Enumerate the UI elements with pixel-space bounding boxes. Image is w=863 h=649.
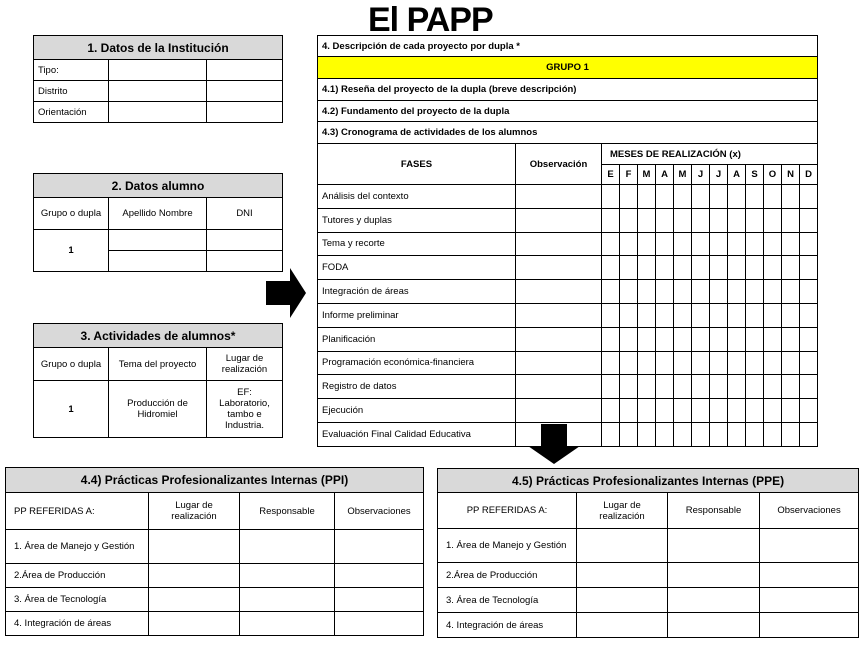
month-cell[interactable]: [782, 256, 800, 280]
month-cell[interactable]: [800, 375, 818, 399]
month-cell[interactable]: [620, 422, 638, 446]
month-cell[interactable]: [764, 399, 782, 423]
month-cell[interactable]: [764, 351, 782, 375]
month-cell[interactable]: [782, 399, 800, 423]
month-cell[interactable]: [602, 351, 620, 375]
month-cell[interactable]: [656, 303, 674, 327]
ppe-cell[interactable]: [760, 529, 859, 563]
month-cell[interactable]: [782, 232, 800, 256]
phase-row: [318, 303, 818, 327]
month-cell[interactable]: [638, 375, 656, 399]
month-header: J: [710, 165, 728, 185]
month-cell[interactable]: [710, 327, 728, 351]
month-cell[interactable]: [602, 280, 620, 304]
project-table: [317, 35, 818, 447]
phase-observacion-cell[interactable]: [516, 232, 602, 256]
ppi-row-label: 1. Área de Manejo y Gestión: [6, 530, 149, 564]
month-cell[interactable]: [674, 351, 692, 375]
month-cell[interactable]: [728, 185, 746, 209]
month-cell[interactable]: [710, 185, 728, 209]
month-cell[interactable]: [638, 399, 656, 423]
ppi-cell[interactable]: [149, 588, 240, 612]
month-cell[interactable]: [728, 208, 746, 232]
phase-label: Análisis del contexto: [318, 185, 516, 209]
ppe-cell[interactable]: [668, 529, 760, 563]
month-cell[interactable]: [746, 422, 764, 446]
month-header: M: [674, 165, 692, 185]
month-cell[interactable]: [800, 303, 818, 327]
month-cell[interactable]: [764, 232, 782, 256]
student-cell[interactable]: [109, 230, 207, 251]
month-cell[interactable]: [674, 185, 692, 209]
phase-observacion-cell[interactable]: [516, 256, 602, 280]
ppi-cell[interactable]: [335, 530, 424, 564]
phase-row: [318, 351, 818, 375]
month-cell[interactable]: [800, 351, 818, 375]
month-cell[interactable]: [656, 399, 674, 423]
month-cell[interactable]: [782, 351, 800, 375]
month-cell[interactable]: [728, 256, 746, 280]
phase-label: Ejecución: [318, 399, 516, 423]
ppe-col-observaciones: Observaciones: [760, 493, 859, 529]
ppi-cell[interactable]: [335, 612, 424, 636]
month-cell[interactable]: [674, 232, 692, 256]
month-cell[interactable]: [674, 422, 692, 446]
month-cell[interactable]: [620, 256, 638, 280]
month-cell[interactable]: [638, 185, 656, 209]
month-cell[interactable]: [692, 185, 710, 209]
ppe-cell[interactable]: [577, 563, 668, 588]
activities-col-group: Grupo o dupla: [34, 348, 109, 381]
institution-cell[interactable]: [109, 102, 207, 123]
institution-label-orientacion: Orientación: [34, 102, 109, 123]
month-cell[interactable]: [638, 422, 656, 446]
ppi-cell[interactable]: [335, 564, 424, 588]
month-cell[interactable]: [638, 303, 656, 327]
month-header: A: [656, 165, 674, 185]
ppi-cell[interactable]: [149, 530, 240, 564]
ppe-cell[interactable]: [668, 613, 760, 638]
month-cell[interactable]: [746, 303, 764, 327]
month-cell[interactable]: [638, 327, 656, 351]
student-col-name: Apellido Nombre: [109, 198, 207, 230]
month-cell[interactable]: [638, 280, 656, 304]
month-cell[interactable]: [710, 422, 728, 446]
student-group-number: 1: [34, 230, 109, 272]
month-cell[interactable]: [728, 303, 746, 327]
month-cell[interactable]: [764, 280, 782, 304]
month-cell[interactable]: [674, 256, 692, 280]
month-cell[interactable]: [602, 422, 620, 446]
ppi-col-responsable: Responsable: [240, 493, 335, 530]
month-cell[interactable]: [728, 232, 746, 256]
ppe-row-label: 4. Integración de áreas: [438, 613, 577, 638]
phase-label: Evaluación Final Calidad Educativa: [318, 422, 516, 446]
month-cell[interactable]: [800, 185, 818, 209]
ppi-cell[interactable]: [149, 612, 240, 636]
month-header: F: [620, 165, 638, 185]
project-heading: 4. Descripción de cada proyecto por dupla *: [318, 36, 818, 57]
month-cell[interactable]: [620, 185, 638, 209]
ppe-table: [437, 468, 859, 638]
activities-col-lugar: Lugar de realización: [207, 348, 283, 381]
month-cell[interactable]: [602, 327, 620, 351]
ppi-cell[interactable]: [240, 564, 335, 588]
month-cell[interactable]: [602, 399, 620, 423]
month-cell[interactable]: [728, 327, 746, 351]
activities-tema: Producción de Hidromiel: [109, 381, 207, 438]
phase-row: [318, 327, 818, 351]
month-cell[interactable]: [602, 375, 620, 399]
month-cell[interactable]: [620, 327, 638, 351]
month-cell[interactable]: [710, 351, 728, 375]
ppi-col-observaciones: Observaciones: [335, 493, 424, 530]
institution-cell[interactable]: [207, 60, 283, 81]
ppe-col-responsable: Responsable: [668, 493, 760, 529]
month-cell[interactable]: [656, 351, 674, 375]
month-cell[interactable]: [746, 280, 764, 304]
ppi-cell[interactable]: [240, 612, 335, 636]
month-cell[interactable]: [656, 185, 674, 209]
phase-observacion-cell[interactable]: [516, 375, 602, 399]
student-cell[interactable]: [207, 230, 283, 251]
month-cell[interactable]: [782, 422, 800, 446]
month-cell[interactable]: [656, 327, 674, 351]
arrow-right-icon: [266, 268, 306, 318]
ppe-cell[interactable]: [760, 613, 859, 638]
activities-heading: 3. Actividades de alumnos*: [34, 324, 283, 348]
ppi-col-referidas: PP REFERIDAS A:: [6, 493, 149, 530]
month-cell[interactable]: [674, 399, 692, 423]
ppe-row-label: 2.Área de Producción: [438, 563, 577, 588]
phase-observacion-cell[interactable]: [516, 327, 602, 351]
month-cell[interactable]: [620, 375, 638, 399]
activities-col-tema: Tema del proyecto: [109, 348, 207, 381]
month-cell[interactable]: [782, 208, 800, 232]
month-cell[interactable]: [656, 256, 674, 280]
month-cell[interactable]: [746, 375, 764, 399]
month-cell[interactable]: [764, 256, 782, 280]
activities-lugar: EF: Laboratorio, tambo e Industria.: [207, 381, 283, 438]
ppi-cell[interactable]: [149, 564, 240, 588]
month-cell[interactable]: [800, 208, 818, 232]
month-cell[interactable]: [746, 351, 764, 375]
phase-row: [318, 208, 818, 232]
institution-cell[interactable]: [109, 81, 207, 102]
month-cell[interactable]: [800, 399, 818, 423]
month-cell[interactable]: [656, 280, 674, 304]
month-cell[interactable]: [710, 303, 728, 327]
month-cell[interactable]: [764, 303, 782, 327]
ppe-cell[interactable]: [577, 588, 668, 613]
ppe-cell[interactable]: [577, 529, 668, 563]
ppe-cell[interactable]: [577, 613, 668, 638]
month-cell[interactable]: [728, 280, 746, 304]
month-cell[interactable]: [728, 375, 746, 399]
month-cell[interactable]: [638, 256, 656, 280]
month-header: O: [764, 165, 782, 185]
month-cell[interactable]: [692, 422, 710, 446]
month-cell[interactable]: [656, 232, 674, 256]
month-cell[interactable]: [602, 303, 620, 327]
month-header: D: [800, 165, 818, 185]
month-cell[interactable]: [692, 399, 710, 423]
student-heading: 2. Datos alumno: [34, 174, 283, 198]
institution-label-distrito: Distrito: [34, 81, 109, 102]
month-cell[interactable]: [728, 351, 746, 375]
phase-observacion-cell[interactable]: [516, 399, 602, 423]
month-cell[interactable]: [656, 375, 674, 399]
group-banner: GRUPO 1: [318, 57, 818, 79]
ppe-col-lugar: Lugar de realización: [577, 493, 668, 529]
phase-label: Planificación: [318, 327, 516, 351]
phase-row: [318, 280, 818, 304]
month-cell[interactable]: [800, 280, 818, 304]
section-fundamento: 4.2) Fundamento del proyecto de la dupla: [318, 101, 818, 122]
month-cell[interactable]: [728, 399, 746, 423]
month-cell[interactable]: [692, 375, 710, 399]
month-cell[interactable]: [692, 208, 710, 232]
month-header: M: [638, 165, 656, 185]
month-cell[interactable]: [620, 303, 638, 327]
section-resena: 4.1) Reseña del proyecto de la dupla (breve descripción): [318, 79, 818, 101]
month-cell[interactable]: [656, 208, 674, 232]
month-header: A: [728, 165, 746, 185]
institution-table: [33, 35, 283, 123]
ppe-row-label: 1. Área de Manejo y Gestión: [438, 529, 577, 563]
activities-group-number: 1: [34, 381, 109, 438]
month-header: E: [602, 165, 620, 185]
month-cell[interactable]: [746, 208, 764, 232]
phase-observacion-cell[interactable]: [516, 303, 602, 327]
month-cell[interactable]: [764, 208, 782, 232]
month-cell[interactable]: [710, 256, 728, 280]
ppi-heading: 4.4) Prácticas Profesionalizantes Internas (PPI): [6, 468, 424, 493]
activities-table: [33, 323, 283, 438]
month-cell[interactable]: [638, 208, 656, 232]
month-cell[interactable]: [746, 399, 764, 423]
month-cell[interactable]: [620, 232, 638, 256]
ppi-cell[interactable]: [240, 530, 335, 564]
ppi-row-label: 4. Integración de áreas: [6, 612, 149, 636]
month-cell[interactable]: [692, 280, 710, 304]
month-cell[interactable]: [674, 327, 692, 351]
ppi-row-label: 2.Área de Producción: [6, 564, 149, 588]
month-cell[interactable]: [602, 208, 620, 232]
student-table: [33, 173, 283, 272]
month-cell[interactable]: [692, 351, 710, 375]
phase-observacion-cell[interactable]: [516, 208, 602, 232]
month-cell[interactable]: [620, 399, 638, 423]
institution-cell[interactable]: [207, 81, 283, 102]
month-cell[interactable]: [764, 185, 782, 209]
month-cell[interactable]: [800, 422, 818, 446]
month-cell[interactable]: [602, 256, 620, 280]
col-observacion: Observación: [516, 144, 602, 185]
month-cell[interactable]: [782, 185, 800, 209]
month-cell[interactable]: [800, 327, 818, 351]
month-cell[interactable]: [638, 232, 656, 256]
month-header: S: [746, 165, 764, 185]
phase-label: Tutores y duplas: [318, 208, 516, 232]
institution-heading: 1. Datos de la Institución: [34, 36, 283, 60]
month-cell[interactable]: [602, 185, 620, 209]
institution-label-tipo: Tipo:: [34, 60, 109, 81]
month-cell[interactable]: [782, 375, 800, 399]
month-cell[interactable]: [764, 422, 782, 446]
phase-observacion-cell[interactable]: [516, 280, 602, 304]
month-cell[interactable]: [800, 256, 818, 280]
month-cell[interactable]: [674, 208, 692, 232]
student-col-group: Grupo o dupla: [34, 198, 109, 230]
month-cell[interactable]: [692, 232, 710, 256]
ppe-row-label: 3. Área de Tecnología: [438, 588, 577, 613]
month-cell[interactable]: [710, 399, 728, 423]
institution-cell[interactable]: [109, 60, 207, 81]
phase-row: [318, 399, 818, 423]
month-cell[interactable]: [746, 256, 764, 280]
col-meses: MESES DE REALIZACIÓN (x): [602, 144, 818, 165]
phase-label: Registro de datos: [318, 375, 516, 399]
phase-label: FODA: [318, 256, 516, 280]
phase-row: [318, 375, 818, 399]
col-fases: FASES: [318, 144, 516, 185]
month-cell[interactable]: [746, 232, 764, 256]
month-cell[interactable]: [674, 303, 692, 327]
month-cell[interactable]: [602, 232, 620, 256]
month-cell[interactable]: [692, 256, 710, 280]
month-header: N: [782, 165, 800, 185]
ppe-cell[interactable]: [760, 563, 859, 588]
month-cell[interactable]: [764, 375, 782, 399]
phase-row: [318, 232, 818, 256]
student-col-dni: DNI: [207, 198, 283, 230]
page-title: El PAPP: [368, 1, 493, 39]
ppi-row-label: 3. Área de Tecnología: [6, 588, 149, 612]
month-cell[interactable]: [620, 208, 638, 232]
month-cell[interactable]: [710, 208, 728, 232]
month-cell[interactable]: [692, 303, 710, 327]
phase-label: Informe preliminar: [318, 303, 516, 327]
month-cell[interactable]: [638, 351, 656, 375]
month-cell[interactable]: [674, 280, 692, 304]
section-cronograma: 4.3) Cronograma de actividades de los alumnos: [318, 122, 818, 144]
ppi-col-lugar: Lugar de realización: [149, 493, 240, 530]
ppi-cell[interactable]: [335, 588, 424, 612]
month-cell[interactable]: [782, 280, 800, 304]
month-cell[interactable]: [800, 232, 818, 256]
ppi-cell[interactable]: [240, 588, 335, 612]
month-cell[interactable]: [692, 327, 710, 351]
student-cell[interactable]: [109, 251, 207, 272]
phase-label: Integración de áreas: [318, 280, 516, 304]
month-cell[interactable]: [782, 303, 800, 327]
institution-cell[interactable]: [207, 102, 283, 123]
month-cell[interactable]: [620, 280, 638, 304]
ppe-heading: 4.5) Prácticas Profesionalizantes Internas (PPE): [438, 469, 859, 493]
month-cell[interactable]: [710, 232, 728, 256]
arrow-down-icon: [528, 424, 580, 464]
ppi-table: [5, 467, 424, 636]
ppe-cell[interactable]: [668, 563, 760, 588]
ppe-col-referidas: PP REFERIDAS A:: [438, 493, 577, 529]
month-cell[interactable]: [710, 375, 728, 399]
month-cell[interactable]: [782, 327, 800, 351]
ppe-cell[interactable]: [760, 588, 859, 613]
month-cell[interactable]: [746, 185, 764, 209]
month-cell[interactable]: [764, 327, 782, 351]
phase-row: [318, 256, 818, 280]
month-cell[interactable]: [710, 280, 728, 304]
month-cell[interactable]: [728, 422, 746, 446]
phase-row: [318, 185, 818, 209]
ppe-cell[interactable]: [668, 588, 760, 613]
phase-label: Tema y recorte: [318, 232, 516, 256]
month-cell[interactable]: [620, 351, 638, 375]
phase-observacion-cell[interactable]: [516, 185, 602, 209]
month-cell[interactable]: [656, 422, 674, 446]
month-header: J: [692, 165, 710, 185]
month-cell[interactable]: [674, 375, 692, 399]
phase-observacion-cell[interactable]: [516, 351, 602, 375]
month-cell[interactable]: [746, 327, 764, 351]
phase-label: Programación económica-financiera: [318, 351, 516, 375]
